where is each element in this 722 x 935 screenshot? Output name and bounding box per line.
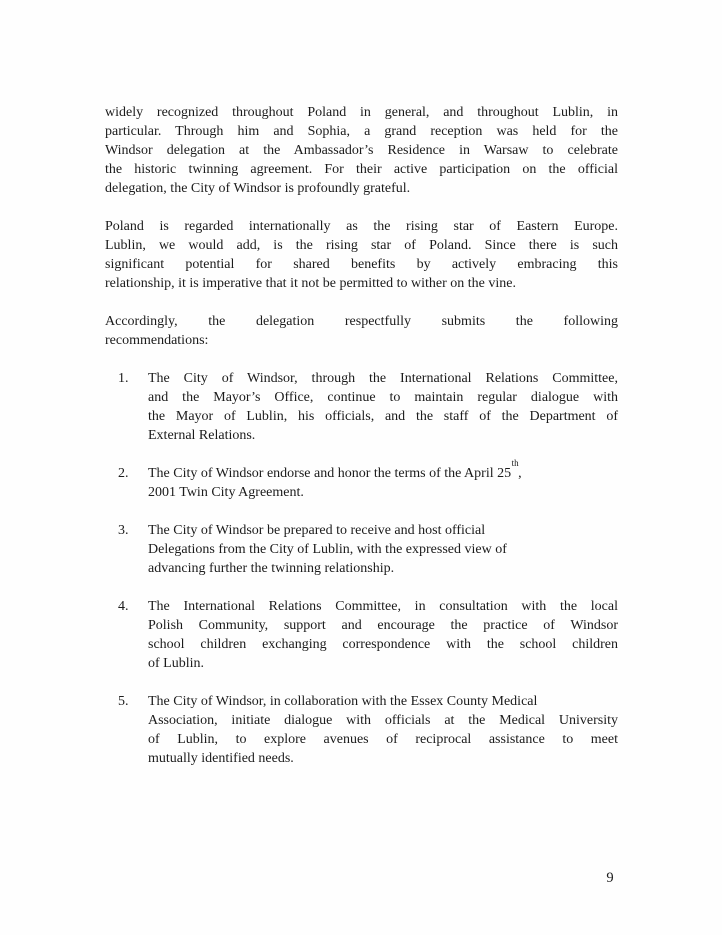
text-line: and the Mayor’s Office, continue to maintain regular dialogue with [148, 390, 618, 405]
text-line: The City of Windsor be prepared to receive and host official [148, 523, 486, 538]
text-line: Delegations from the City of Lublin, with the expressed view of [148, 542, 507, 557]
text-line: 2001 Twin City Agreement. [148, 485, 304, 500]
list-item [105, 521, 618, 578]
text-line: the Mayor of Lublin, his officials, and the staff of the Department of [148, 409, 618, 424]
text-line: advancing further the twinning relationship. [148, 561, 395, 576]
text-line: External Relations. [148, 428, 256, 443]
text-line: Poland is regarded internationally as the rising star of Eastern Europe. [105, 219, 618, 234]
list-item [105, 692, 618, 768]
text-line: delegation, the City of Windsor is profoundly grateful. [105, 181, 411, 196]
text-line: school children exchanging correspondence with the school children [148, 637, 618, 652]
paragraph [105, 103, 618, 198]
paragraph [105, 312, 618, 350]
list-item-marker: 4. [118, 599, 129, 614]
page-number: 9 [606, 870, 614, 886]
text-line: Association, initiate dialogue with officials at the Medical University [148, 713, 618, 728]
text-line: Polish Community, support and encourage the practice of Windsor [148, 618, 618, 633]
text-line: the historic twinning agreement. For their active participation on the official [105, 162, 618, 177]
text-line: significant potential for shared benefits by actively embracing this [105, 257, 618, 272]
paragraph [105, 217, 618, 293]
list-item-marker: 1. [118, 371, 129, 386]
list-item [105, 369, 618, 445]
text-line: Accordingly, the delegation respectfully submits the following [105, 314, 618, 329]
text-line: of Lublin. [148, 656, 204, 671]
text-line: recommendations: [105, 333, 209, 348]
list-item [105, 597, 618, 673]
list-item-marker: 2. [118, 466, 129, 481]
list-item-marker: 3. [118, 523, 129, 538]
text-line: widely recognized throughout Poland in general, and throughout Lublin, in [105, 105, 618, 120]
list-item-body [148, 521, 618, 578]
text-line: Windsor delegation at the Ambassador’s Residence in Warsaw to celebrate [105, 143, 618, 158]
text-line: mutually identified needs. [148, 751, 294, 766]
ordinal-superscript: th [511, 458, 519, 469]
document-content [105, 103, 618, 768]
list-item-body [148, 458, 618, 502]
list-item [105, 458, 618, 502]
text-line: relationship, it is imperative that it not be permitted to wither on the vine. [105, 276, 516, 291]
text-line: Lublin, we would add, is the rising star of Poland. Since there is such [105, 238, 618, 253]
text-line: The City of Windsor endorse and honor the terms of the April 25th, [148, 458, 522, 481]
list-item-body [148, 369, 618, 445]
text-line: particular. Through him and Sophia, a grand reception was held for the [105, 124, 618, 139]
text-line: of Lublin, to explore avenues of reciprocal assistance to meet [148, 732, 618, 747]
text-line: The International Relations Committee, in consultation with the local [148, 599, 618, 614]
text-line: The City of Windsor, in collaboration with the Essex County Medical [148, 694, 538, 709]
list-item-body [148, 597, 618, 673]
text-line: The City of Windsor, through the International Relations Committee, [148, 371, 618, 386]
list-item-marker: 5. [118, 694, 129, 709]
list-item-body [148, 692, 618, 768]
